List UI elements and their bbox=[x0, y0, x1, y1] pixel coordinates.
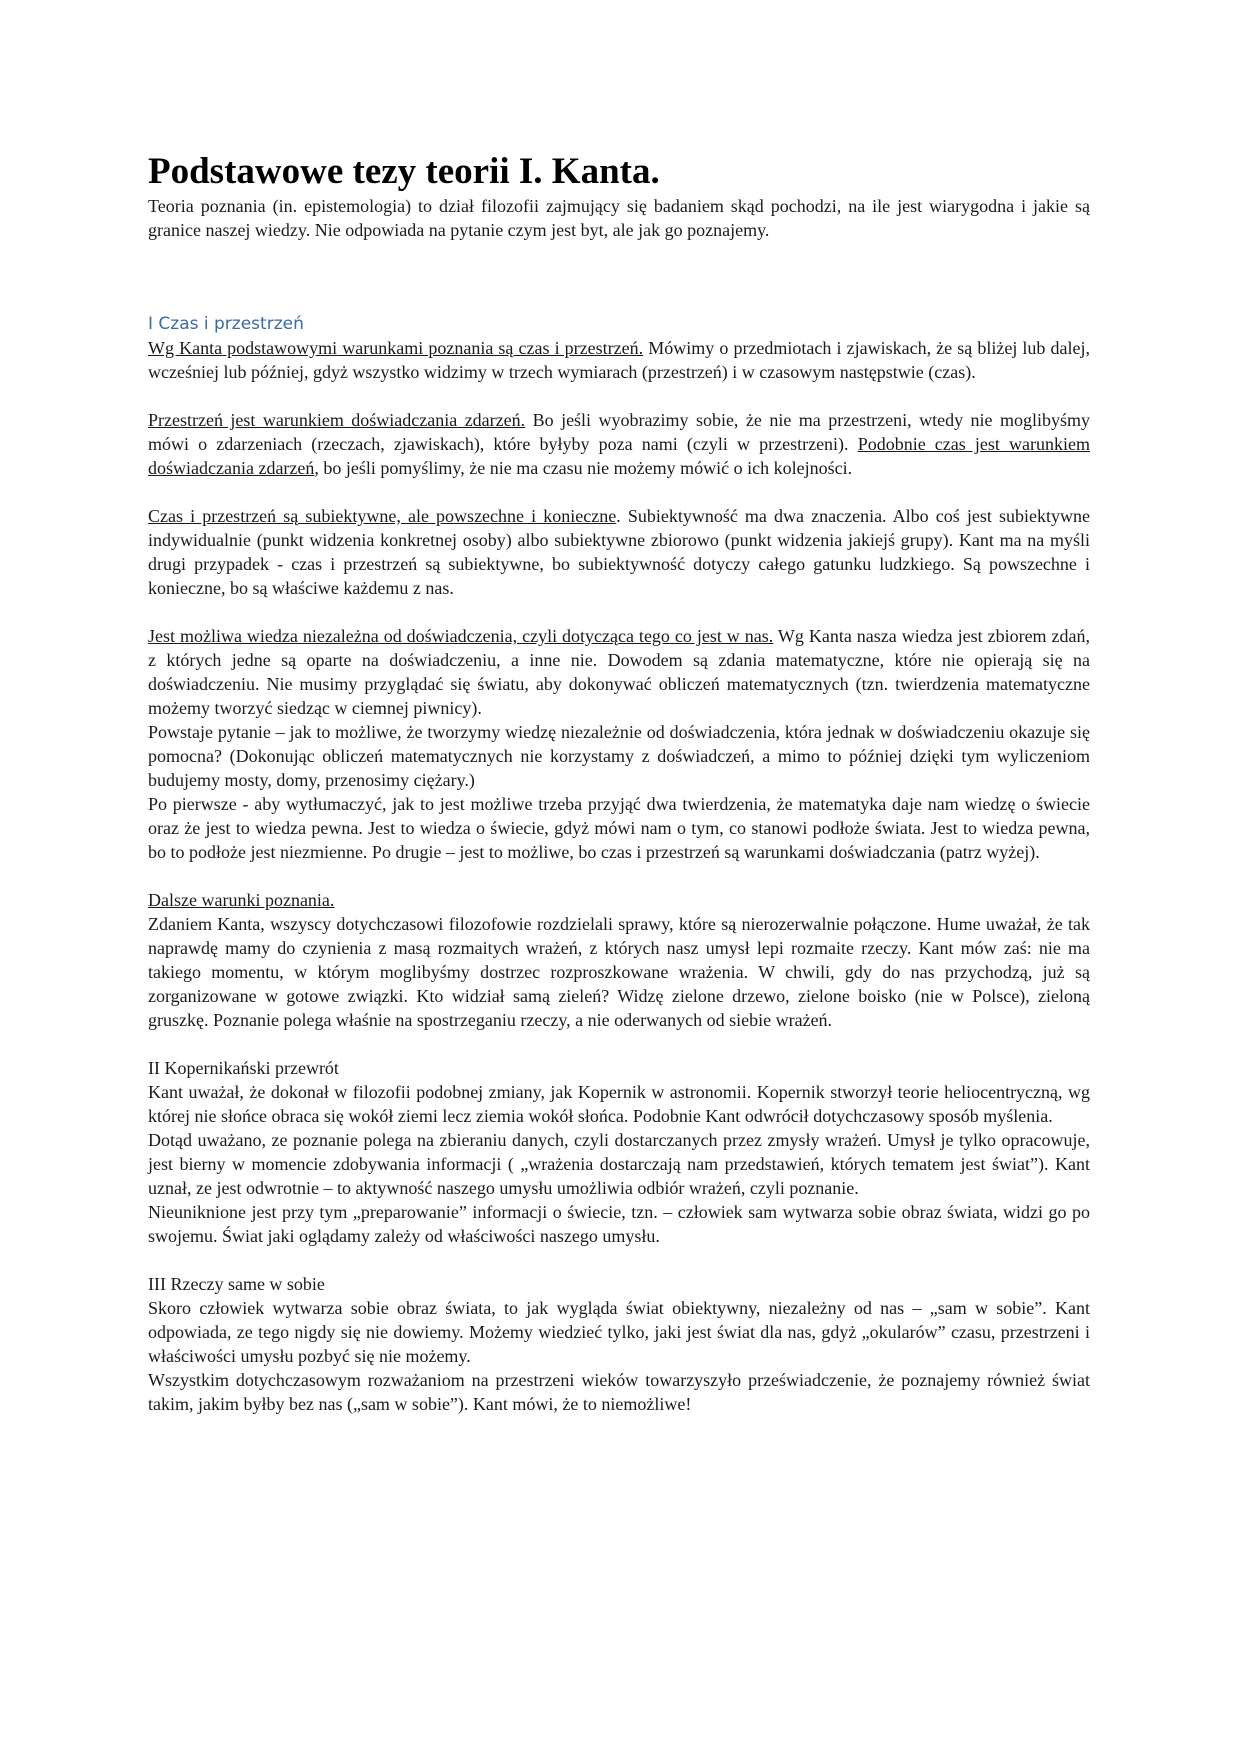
paragraph-przestrzen-warunkiem bbox=[148, 408, 1090, 480]
underlined-thesis: Podobnie czas jest warunkiem doświadczania zdarzeń bbox=[148, 434, 1091, 478]
document-body bbox=[148, 150, 1090, 1416]
paragraph-text: Bo jeśli wyobrazimy sobie, że nie ma przestrzeni, wtedy nie moglibyśmy mówi o zdarzeniach (rzeczach, zjawiskach), które byłyby poza nami (czyli w przestrzeni). bbox=[148, 410, 1091, 454]
paragraph-warunki-poznania bbox=[148, 336, 1090, 384]
section-heading-rzeczy-same-w-sobie: III Rzeczy same w sobie bbox=[148, 1274, 325, 1294]
paragraph-zdaniem-kanta: Zdaniem Kanta, wszyscy dotychczasowi filozofowie rozdzielali sprawy, które są nierozerwalnie połączone. Hume uważał, że tak naprawdę mamy do czynienia z masą rozmaitych wrażeń, z których nasz umysł lepi rozmaite rzeczy. Kant mów zaś: nie ma takiego momentu, w którym moglibyśmy dostrzec rozproszkowane wrażenia. W chwili, gdy do nas przychodzą, już są zorganizowane w gotowe związki. Kto widział samą zieleń? Widzę zielone drzewo, zielone boisko (nie w Polsce), zieloną gruszkę. Poznanie polega właśnie na spostrzeganiu rzeczy, a nie oderwanych od siebie wrażeń. bbox=[148, 914, 1090, 1030]
underlined-subheading: Dalsze warunki poznania. bbox=[148, 890, 335, 910]
paragraph-gap bbox=[148, 600, 1090, 624]
paragraph-po-pierwsze: Po pierwsze - aby wytłumaczyć, jak to jest możliwe trzeba przyjąć dwa twierdzenia, że matematyka daje nam wiedzę o świecie oraz że jest to wiedza pewna. Jest to wiedza o świecie, gdyż mówi nam o tym, co stanowi podłoże świata. Jest to wiedza pewna, bo to podłoże jest niezmienne. Po drugie – jest to możliwe, bo czas i przestrzeń są warunkami doświadczania (patrz wyżej). bbox=[148, 794, 1090, 862]
paragraph-skoro-czlowiek: Skoro człowiek wytwarza sobie obraz świata, to jak wygląda świat obiektywny, niezależny od nas – „sam w sobie”. Kant odpowiada, ze tego nigdy się nie dowiemy. Możemy wiedzieć tylko, jaki jest świat dla nas, gdyż „okularów” czasu, przestrzeni i właściwości umysłu pozbyć się nie możemy. bbox=[148, 1298, 1090, 1366]
subheading-dalsze-warunki bbox=[148, 888, 1090, 912]
paragraph-preparowanie: Nieuniknione jest przy tym „preparowanie” informacji o świecie, tzn. – człowiek sam wytwarza sobie obraz świata, widzi go po swojemu. Świat jaki oglądamy zależy od właściwości naszego umysłu. bbox=[148, 1202, 1090, 1246]
paragraph-kopernik: Kant uważał, że dokonał w filozofii podobnej zmiany, jak Kopernik w astronomii. Kopernik stworzył teorie heliocentryczną, wg której nie słońce obraca się wokół ziemi lecz ziemia wokół słońca. Podobnie Kant odwrócił dotychczasowy sposób myślenia. bbox=[148, 1082, 1090, 1126]
paragraph-gap bbox=[148, 480, 1090, 504]
paragraph-gap bbox=[148, 384, 1090, 408]
paragraph-gap bbox=[148, 1248, 1090, 1272]
document-title: Podstawowe tezy teorii I. Kanta. bbox=[148, 151, 660, 192]
paragraph-text: . Subiektywność ma dwa znaczenia. Albo coś jest subiektywne indywidualnie (punkt widzenia konkretnej osoby) albo subiektywne zbiorowo (punkt widzenia jakiejś grupy). Kant ma na myśli drugi przypadek - czas i przestrzeń są subiektywne, bo subiektywność dotyczy całego gatunku ludzkiego. Są powszechne i konieczne, bo są właściwe każdemu z nas. bbox=[148, 506, 1090, 598]
paragraph-dotad-uwazano: Dotąd uważano, ze poznanie polega na zbieraniu danych, czyli dostarczanych przez zmysły wrażeń. Umysł je tylko opracowuje, jest bierny w momencie zdobywania informacji ( „wrażenia dostarczają nam przedstawień, których tematem jest świat”). Kant uznał, ze jest odwrotnie – to aktywność naszego umysłu umożliwia odbiór wrażeń, czyli poznanie. bbox=[148, 1130, 1090, 1198]
paragraph-wszystkim: Wszystkim dotychczasowym rozważaniom na przestrzeni wieków towarzyszyło przeświadczenie, że poznajemy również świat takim, jakim byłby bez nas („sam w sobie”). Kant mówi, że to niemożliwe! bbox=[148, 1370, 1090, 1414]
paragraph-subiektywne bbox=[148, 504, 1090, 600]
paragraph-text: , bo jeśli pomyślimy, że nie ma czasu nie możemy mówić o ich kolejności. bbox=[314, 458, 853, 478]
paragraph-gap bbox=[148, 1032, 1090, 1056]
section-heading-kopernikanski: II Kopernikański przewrót bbox=[148, 1058, 339, 1078]
intro-paragraph: Teoria poznania (in. epistemologia) to dział filozofii zajmujący się badaniem skąd pochodzi, na ile jest wiarygodna i jakie są granice naszej wiedzy. Nie odpowiada na pytanie czym jest byt, ale jak go poznajemy. bbox=[148, 196, 1090, 240]
underlined-thesis: Przestrzeń jest warunkiem doświadczania zdarzeń. bbox=[148, 410, 526, 430]
paragraph-powstaje-pytanie: Powstaje pytanie – jak to możliwe, że tworzymy wiedzę niezależnie od doświadczenia, która jednak w doświadczeniu okazuje się pomocna? (Dokonując obliczeń matematycznych nie korzystamy z doświadczeń, a mimo to później dzięki tym wyliczeniom budujemy mosty, domy, przenosimy ciężary.) bbox=[148, 722, 1090, 790]
paragraph-text: Wg Kanta nasza wiedza jest zbiorem zdań, z których jedne są oparte na doświadczeniu, a inne nie. Dowodem są zdania matematyczne, które nie opierają się na doświadczeniu. Nie musimy przyglądać się światu, aby dokonywać obliczeń matematycznych (tzn. twierdzenia matematyczne możemy tworzyć siedząc w ciemnej piwnicy). bbox=[148, 626, 1090, 718]
paragraph-gap bbox=[148, 864, 1090, 888]
paragraph-text: Mówimy o przedmiotach i zjawiskach, że są bliżej lub dalej, wcześniej lub później, gdyż wszystko widzimy w trzech wymiarach (przestrzeń) i w czasowym następstwie (czas). bbox=[148, 338, 1091, 382]
underlined-thesis: Wg Kanta podstawowymi warunkami poznania są czas i przestrzeń. bbox=[148, 338, 644, 358]
section-heading-czas-i-przestrzen: I Czas i przestrzeń bbox=[148, 314, 304, 334]
paragraph-wiedza-niezalezna bbox=[148, 624, 1090, 720]
underlined-thesis: Czas i przestrzeń są subiektywne, ale powszechne i konieczne bbox=[148, 506, 617, 526]
underlined-thesis: Jest możliwa wiedza niezależna od doświadczenia, czyli dotycząca tego co jest w nas. bbox=[148, 626, 774, 646]
